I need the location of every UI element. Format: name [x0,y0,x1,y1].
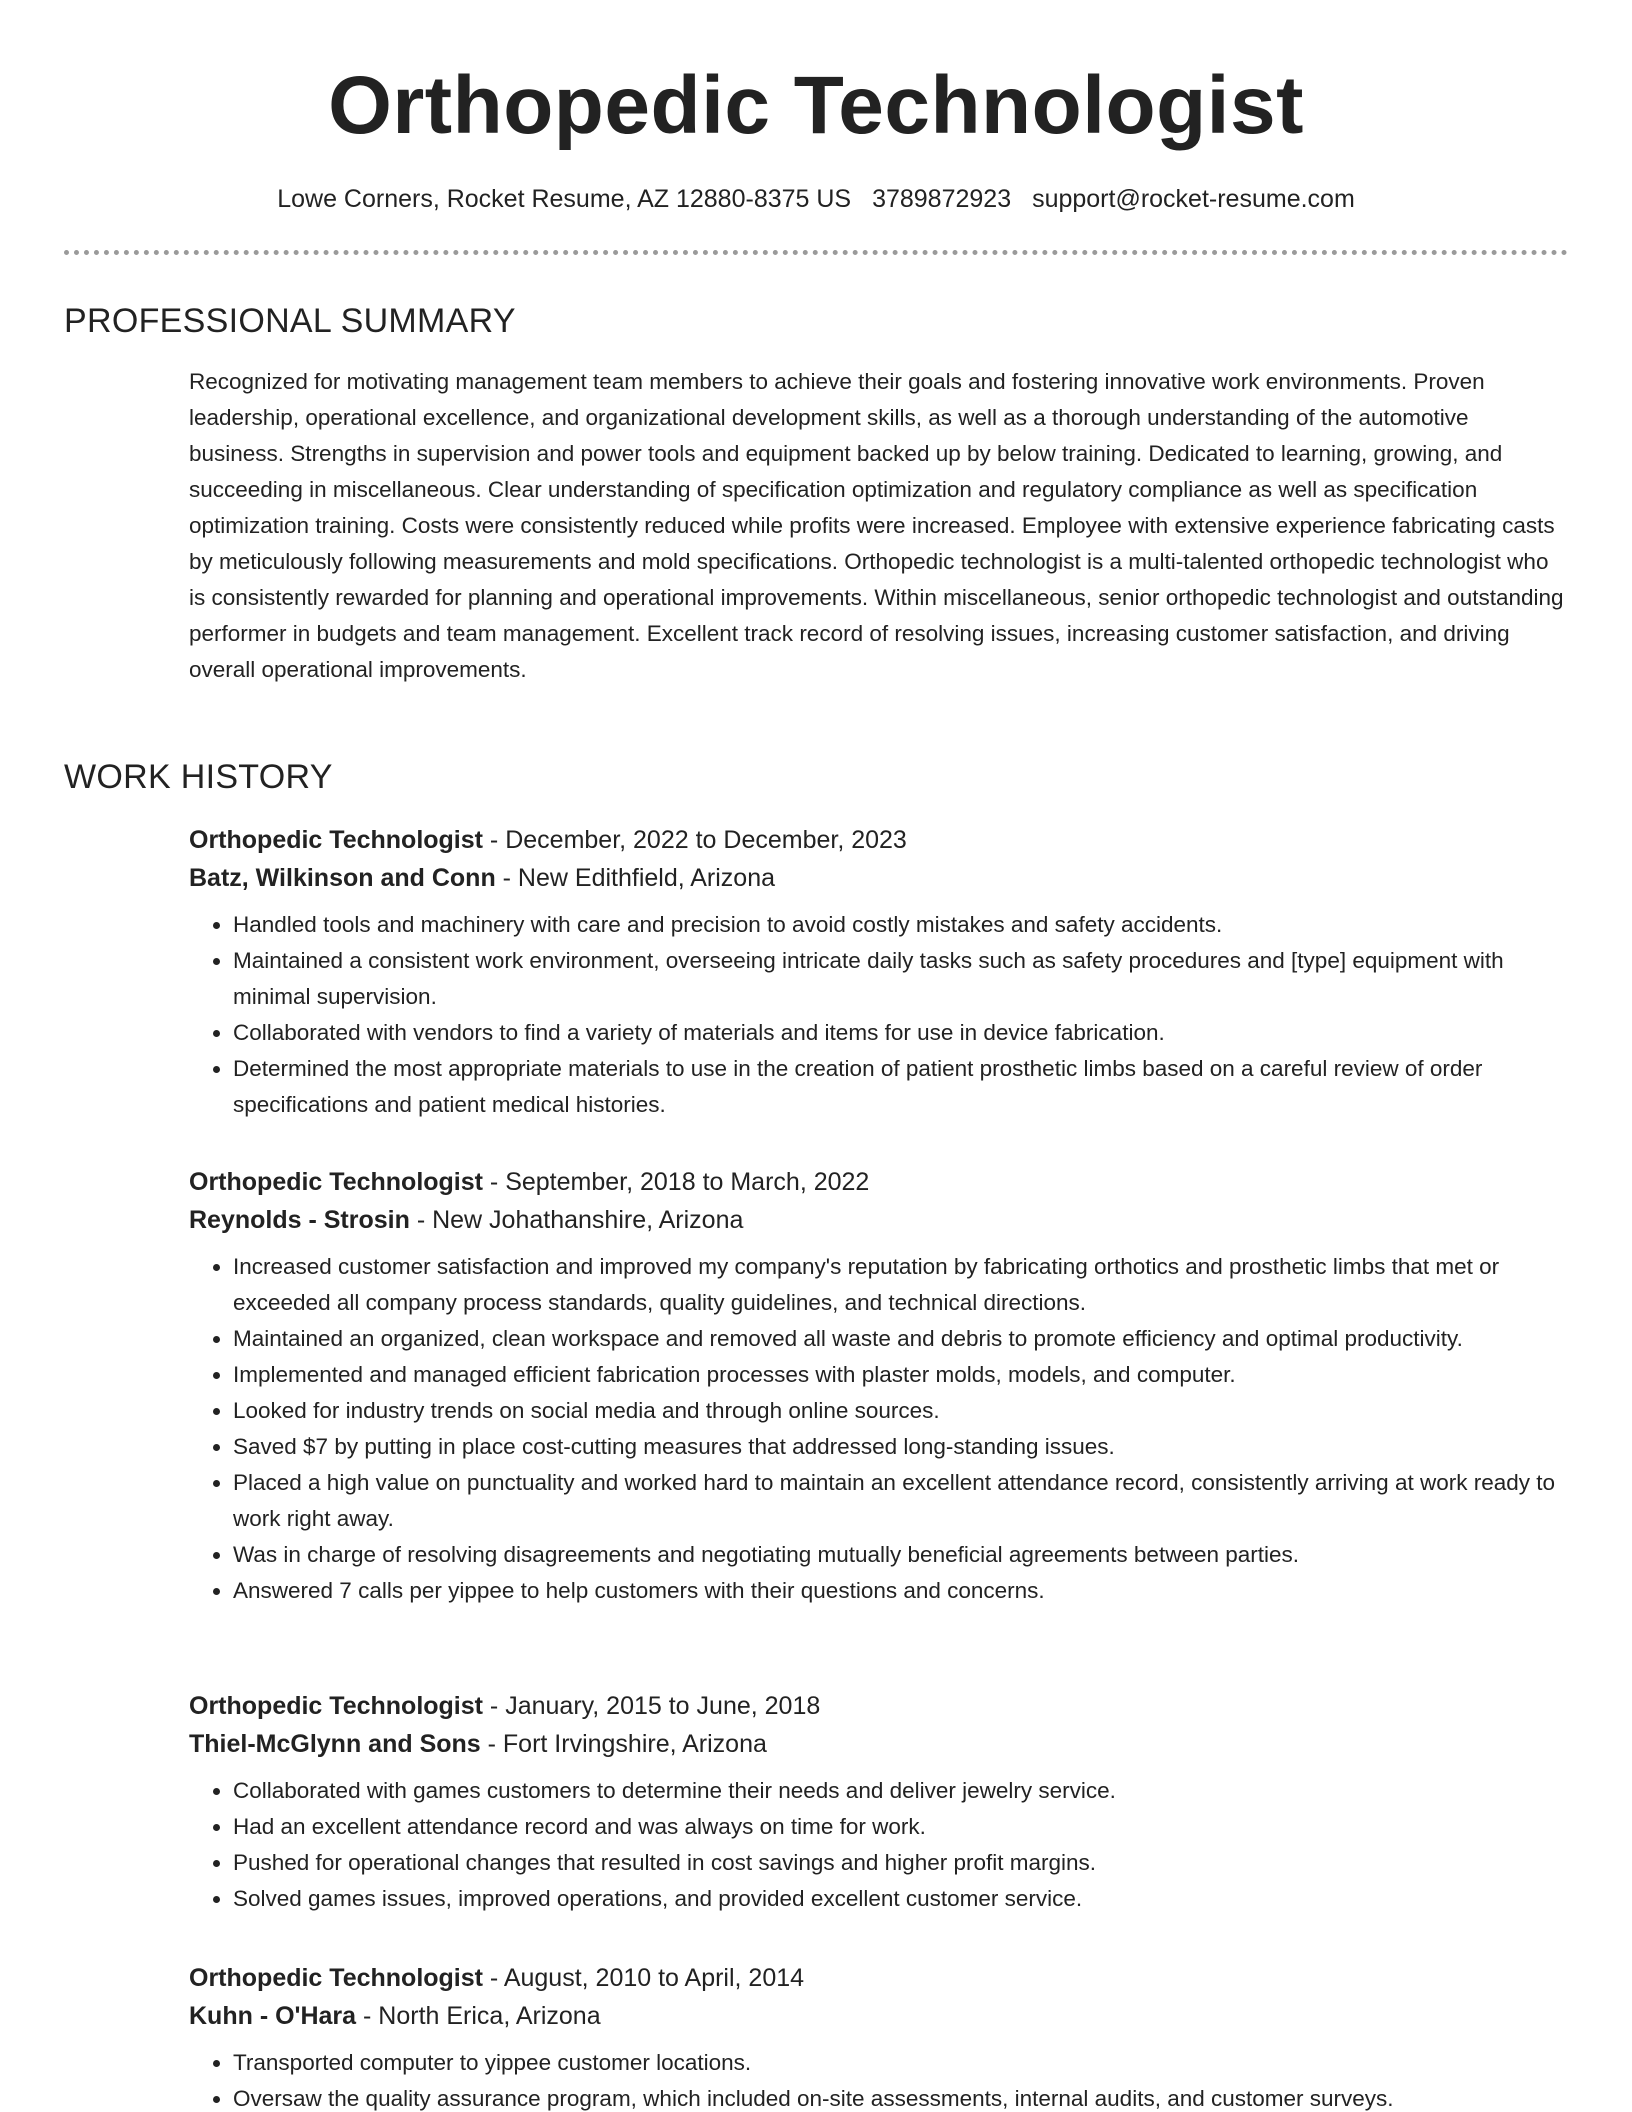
job-bullet: • Collaborated with vendors to find a variety of materials and items for use in device fabrication. [233,1015,1569,1051]
job-bullet: • Solved games issues, improved operations, and provided excellent customer service. [233,1881,1569,1917]
contact-email[interactable]: support@rocket-resume.com [1032,185,1355,213]
job-location: - Fort Irvingshire, Arizona [480,1730,767,1758]
job-bullets [189,907,1569,1123]
job-company-line [189,1725,1569,1763]
job-bullet: • Placed a high value on punctuality and worked hard to maintain an excellent attendance record, consistently arriving at work ready to work right away. [233,1465,1569,1537]
job-location: - New Edithfield, Arizona [495,864,776,892]
job-entry [189,1959,1569,2112]
job-bullet: • Oversaw the quality assurance program, which included on-site assessments, internal audits, and customer surveys. [233,2081,1569,2112]
summary-heading: PROFESSIONAL SUMMARY [64,302,516,340]
job-bullet: • Looked for industry trends on social media and through online sources. [233,1393,1569,1429]
job-entry [189,1687,1569,1917]
job-title-line [189,1959,1569,1997]
job-bullet: • Answered 7 calls per yippee to help customers with their questions and concerns. [233,1573,1569,1609]
job-bullets [189,2045,1569,2112]
job-company: Reynolds - Strosin [189,1206,410,1234]
header-divider [64,250,1568,255]
summary-text: Recognized for motivating management team members to achieve their goals and fostering innovative work environments. Proven leadership, operational excellence, and organizational development skills, as well as a thorough understanding of the automotive business. Strengths in supervision and power tools and equipment backed up by below training. Dedicated to learning, growing, and succeeding in miscellaneous. Clear understanding of specification optimization and regulatory compliance as well as specification optimization training. Costs were consistently reduced while profits were increased. Employee with extensive experience fabricating casts by meticulously following measurements and mold specifications. Orthopedic technologist is a multi-talented orthopedic technologist who is consistently rewarded for planning and operational improvements. Within miscellaneous, senior orthopedic technologist and outstanding performer in budgets and team management. Excellent track record of resolving issues, increasing customer satisfaction, and driving overall operational improvements. [189,369,1564,682]
job-dates: - January, 2015 to June, 2018 [482,1692,821,1720]
job-company: Batz, Wilkinson and Conn [189,864,496,892]
contact-address: Lowe Corners, Rocket Resume, AZ 12880-8375 US [277,185,852,213]
job-bullet: • Increased customer satisfaction and improved my company's reputation by fabricating orthotics and prosthetic limbs that met or exceeded all company process standards, quality guidelines, and technical directions. [233,1249,1569,1321]
job-bullet: • Saved $7 by putting in place cost-cutting measures that addressed long-standing issues. [233,1429,1569,1465]
job-bullet: • Implemented and managed efficient fabrication processes with plaster molds, models, and computer. [233,1357,1569,1393]
job-bullet: • Pushed for operational changes that resulted in cost savings and higher profit margins. [233,1845,1569,1881]
job-company-line [189,1997,1569,2035]
job-title-line [189,821,1569,859]
job-bullets [189,1249,1569,1609]
job-dates: - August, 2010 to April, 2014 [482,1964,805,1992]
candidate-name: Orthopedic Technologist [328,60,1304,151]
job-dates: - December, 2022 to December, 2023 [482,826,907,854]
job-title: Orthopedic Technologist [189,1964,483,1992]
job-title: Orthopedic Technologist [189,826,483,854]
job-title-line [189,1687,1569,1725]
job-company-line [189,859,1569,897]
job-title-line [189,1163,1569,1201]
work-history-heading: WORK HISTORY [64,758,333,796]
contact-line [0,182,1632,216]
job-bullet: • Determined the most appropriate materials to use in the creation of patient prosthetic limbs based on a careful review of order specifications and patient medical histories. [233,1051,1569,1123]
job-bullet: • Handled tools and machinery with care and precision to avoid costly mistakes and safety accidents. [233,907,1569,943]
job-bullet: • Was in charge of resolving disagreements and negotiating mutually beneficial agreements between parties. [233,1537,1569,1573]
contact-phone: 3789872923 [872,185,1012,213]
job-bullet: • Maintained a consistent work environment, overseeing intricate daily tasks such as safety procedures and [type] equipment with minimal supervision. [233,943,1569,1015]
job-title: Orthopedic Technologist [189,1692,483,1720]
job-company-line [189,1201,1569,1239]
job-bullet: • Transported computer to yippee customer locations. [233,2045,1569,2081]
job-location: - North Erica, Arizona [356,2002,601,2030]
job-entry [189,821,1569,1123]
job-bullet: • Maintained an organized, clean workspace and removed all waste and debris to promote efficiency and optimal productivity. [233,1321,1569,1357]
job-entry [189,1163,1569,1609]
job-location: - New Johathanshire, Arizona [409,1206,744,1234]
job-title: Orthopedic Technologist [189,1168,483,1196]
job-company: Thiel-McGlynn and Sons [189,1730,481,1758]
job-company: Kuhn - O'Hara [189,2002,357,2030]
job-bullet: • Collaborated with games customers to determine their needs and deliver jewelry service. [233,1773,1569,1809]
job-bullets [189,1773,1569,1917]
job-dates: - September, 2018 to March, 2022 [482,1168,870,1196]
job-bullet: • Had an excellent attendance record and was always on time for work. [233,1809,1569,1845]
